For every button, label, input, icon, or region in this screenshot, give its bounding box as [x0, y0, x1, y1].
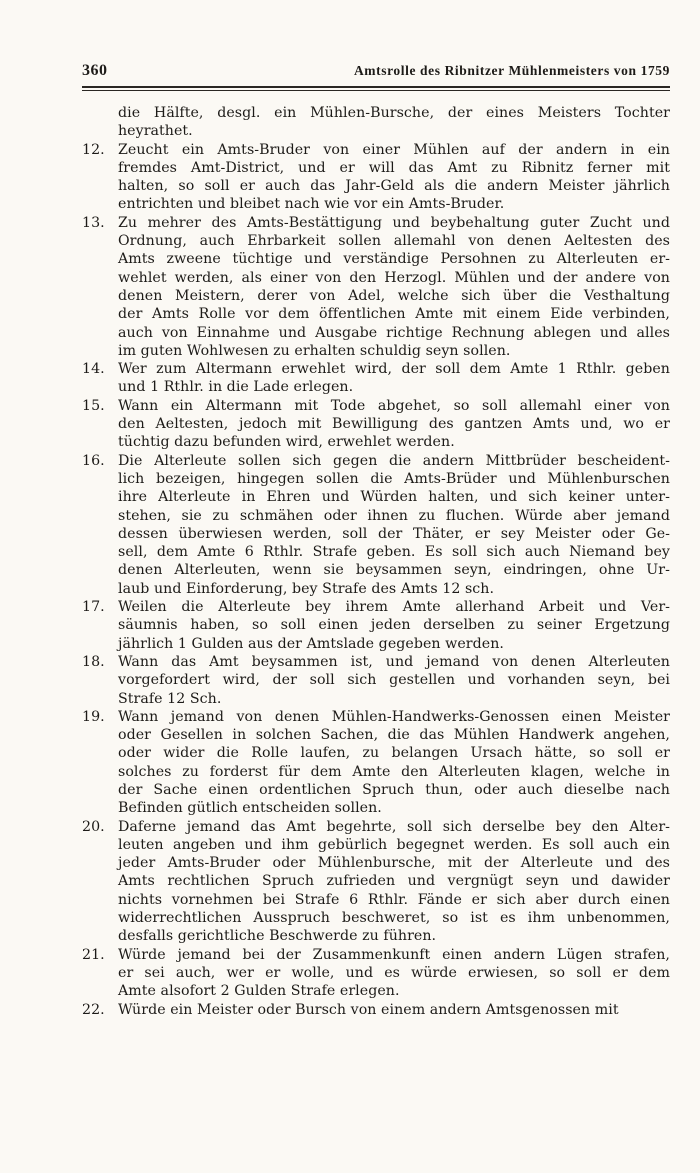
text-line: leuten angeben und ihm gebürlich begegnet werden. Es soll auch ein — [118, 836, 670, 853]
article-number: 13. — [82, 214, 105, 231]
article-number: 15. — [82, 397, 105, 414]
running-title: Amtsrolle des Ribnitzer Mühlenmeisters von 1759 — [353, 63, 670, 78]
text-line: Amte alsofort 2 Gulden Strafe erlegen. — [118, 983, 400, 1000]
article-number: 16. — [82, 452, 105, 469]
text-line: jeder Amts-Bruder oder Mühlenbursche, mit der Alterleute und des — [118, 855, 670, 872]
text-line: wehlet werden, als einer von den Herzogl. Mühlen und der andere von — [118, 269, 670, 286]
header-rule-thick — [82, 86, 670, 88]
text-line: denen Meistern, derer von Adel, welche sich über die Vesthaltung — [118, 287, 670, 304]
article-17 — [82, 598, 670, 653]
text-line: er sei auch, wer er wolle, und es würde erwiesen, so soll er dem — [118, 964, 670, 981]
text-line: Zeucht ein Amts-Bruder von einer Mühlen auf der andern in ein — [118, 141, 670, 158]
text-line: widerrechtlichen Ausspruch beschweret, so ist es ihm unbenommen, — [118, 910, 670, 927]
text-line: säumnis haben, so soll einen jeden derselben zu seiner Ergetzung — [118, 617, 670, 634]
article-13 — [82, 214, 670, 360]
text-line: Weilen die Alterleute bey ihrem Amte allerhand Arbeit und Ver- — [118, 599, 670, 616]
article-number: 22. — [82, 1001, 105, 1018]
text-line: fremdes Amt-District, und er will das Amt zu Ribnitz ferner mit — [118, 159, 670, 176]
article-21 — [82, 946, 670, 1001]
text-line: Zu mehrer des Amts-Bestättigung und beybehaltung guter Zucht und — [118, 214, 670, 231]
article-15 — [82, 397, 670, 452]
article-number: 17. — [82, 599, 105, 616]
text-line: sell, dem Amte 6 Rthlr. Strafe geben. Es soll sich auch Niemand bey — [118, 544, 670, 561]
text-line: Wann jemand von denen Mühlen-Handwerks-Genossen einen Meister — [118, 708, 670, 725]
text-line: Befinden gütlich entscheiden sollen. — [118, 800, 382, 817]
text-line: den Aeltesten, jedoch mit Bewilligung des gantzen Amts und, wo er — [118, 416, 670, 433]
text-line: Daferne jemand das Amt begehrte, soll sich derselbe bey den Alter- — [118, 818, 670, 835]
text-line: Wann ein Altermann mit Tode abgehet, so soll allemahl einer von — [118, 397, 670, 414]
text-line: vorgefordert wird, der soll sich gestellen und vorhanden seyn, bei — [118, 672, 670, 689]
text-line: solches zu forderst für dem Amte den Alterleuten klagen, welche in — [118, 763, 670, 780]
text-line: im guten Wohlwesen zu erhalten schuldig seyn sollen. — [118, 342, 511, 359]
article-20 — [82, 818, 670, 946]
text-line: Würde jemand bei der Zusammenkunft einen andern Lügen strafen, — [118, 946, 670, 963]
text-line: Amts rechtlichen Spruch zufrieden und vergnügt seyn und dawider — [118, 873, 670, 890]
text-line: desfalls gerichtliche Beschwerde zu führen. — [118, 928, 437, 945]
text-line: oder wider die Rolle laufen, zu belangen Ursach hätte, so soll er — [118, 745, 670, 762]
text-line: laub und Einforderung, bey Strafe des Amts 12 sch. — [118, 580, 495, 597]
body-text — [82, 104, 670, 1019]
text-line: halten, so soll er auch das Jahr-Geld als die andern Meister jährlich — [118, 178, 670, 195]
text-line: Wer zum Altermann erwehlet wird, der soll dem Amte 1 Rthlr. geben — [118, 361, 670, 378]
text-line: jährlich 1 Gulden aus der Amtslade gegeben werden. — [118, 635, 504, 652]
text-line: Wann das Amt beysammen ist, und jemand von denen Alterleuten — [118, 653, 670, 670]
header-rule-thin — [82, 90, 670, 91]
article-number: 14. — [82, 361, 105, 378]
text-line: auch von Einnahme und Ausgabe richtige Rechnung ablegen und alles — [118, 324, 670, 341]
article-number: 20. — [82, 818, 105, 835]
text-line: Ordnung, auch Ehrbarkeit sollen allemahl von denen Aeltesten des — [118, 233, 670, 250]
text-line: und 1 Rthlr. in die Lade erlegen. — [118, 379, 354, 396]
text-line: tüchtig dazu befunden wird, erwehlet werden. — [118, 434, 455, 451]
article-22 — [82, 1001, 670, 1019]
text-line: stehen, sie zu schmähen oder ihnen zu fluchen. Würde aber jemand — [118, 507, 670, 524]
article-number: 21. — [82, 946, 105, 963]
article-number: 19. — [82, 708, 105, 725]
article-number: 12. — [82, 141, 105, 158]
page-number: 360 — [82, 62, 108, 79]
text-line: der Sache einen ordentlichen Spruch thun, oder auch dieselbe nach — [118, 781, 670, 798]
text-line: Die Alterleute sollen sich gegen die andern Mittbrüder bescheident- — [118, 452, 670, 469]
text-line: lich bezeigen, hingegen sollen die Amts-Brüder und Mühlenburschen — [118, 470, 670, 487]
text-line: denen Alterleuten, wenn sie beysammen seyn, eindringen, ohne Ur- — [118, 562, 670, 579]
article-18 — [82, 653, 670, 708]
article-19 — [82, 708, 670, 818]
page-header — [82, 62, 670, 84]
text-line: dessen überwiesen werden, soll der Thäter, er sey Meister oder Ge- — [118, 525, 670, 542]
article-12 — [82, 141, 670, 214]
text-line: der Amts Rolle vor dem öffentlichen Amte mit einem Eide verbinden, — [118, 306, 670, 323]
text-line: Strafe 12 Sch. — [118, 690, 222, 707]
text-line: ihre Alterleute in Ehren und Würden halten, und sich keiner unter- — [118, 489, 670, 506]
text-line: oder Gesellen in solchen Sachen, die das Mühlen Handwerk angehen, — [118, 727, 670, 744]
article-16 — [82, 452, 670, 598]
text-line: nichts vornehmen bei Strafe 6 Rthlr. Fände er sich aber durch einen — [118, 891, 670, 908]
text-line: heyrathet. — [118, 123, 193, 140]
article-number: 18. — [82, 653, 105, 670]
article-14 — [82, 360, 670, 397]
text-line: die Hälfte, desgl. ein Mühlen-Bursche, der eines Meisters Tochter — [118, 105, 670, 121]
text-line: Amts zweene tüchtige und verständige Persohnen zu Alterleuten er- — [118, 251, 670, 268]
continued-paragraph — [82, 104, 670, 141]
text-line: Würde ein Meister oder Bursch von einem andern Amtsgenossen mit — [118, 1001, 619, 1018]
text-line: entrichten und bleibet nach wie vor ein Amts-Bruder. — [118, 196, 505, 213]
